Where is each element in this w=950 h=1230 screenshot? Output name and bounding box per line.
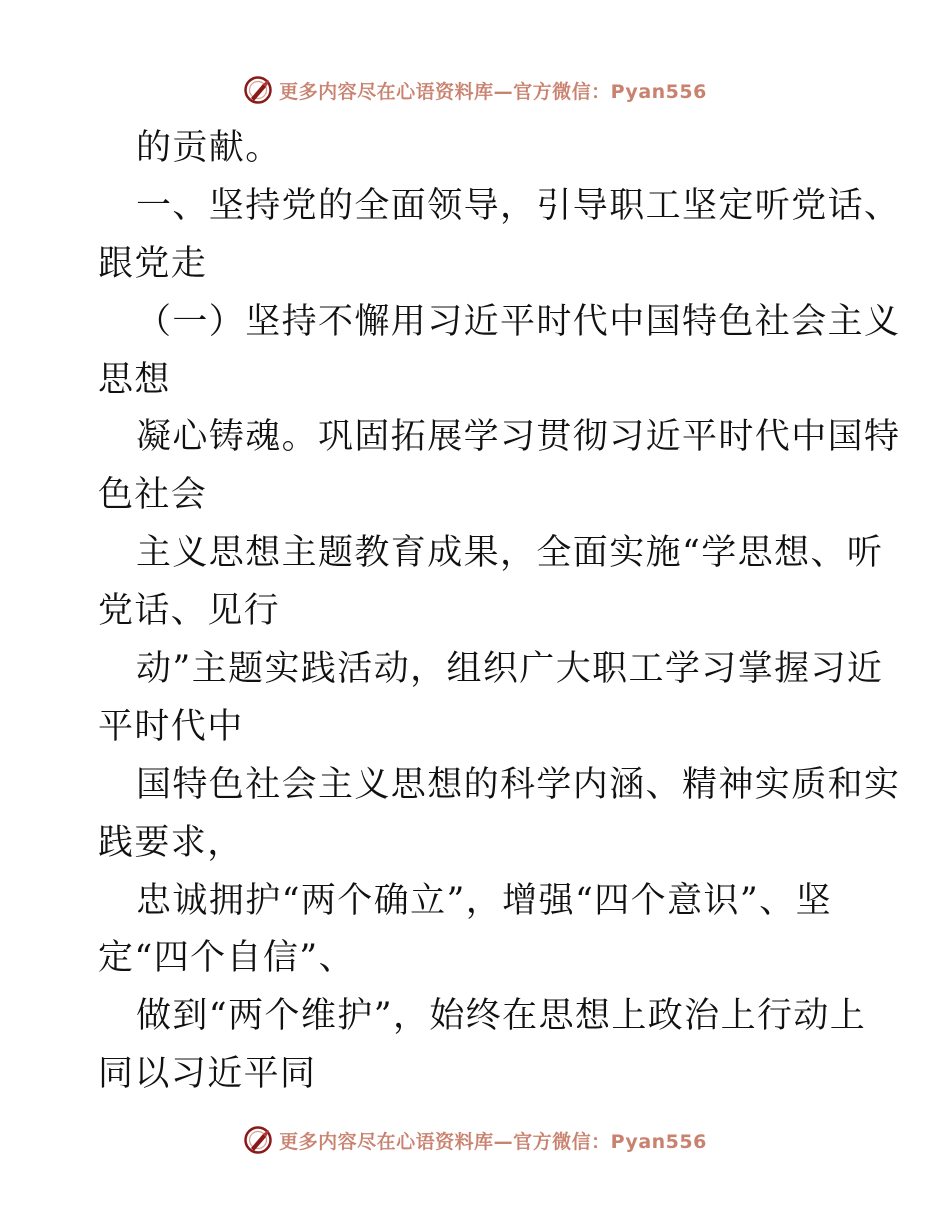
body-line: 忠诚拥护“两个确立”，增强“四个意识”、坚 — [136, 880, 832, 921]
body-line: 做到“两个维护”，始终在思想上政治上行动上 — [136, 996, 867, 1037]
body-line-cont: 党话、见行 — [98, 591, 281, 632]
body-line-cont: 定“四个自信”、 — [98, 938, 355, 979]
document-body — [98, 120, 901, 1104]
body-line-cont: 色社会 — [98, 475, 208, 516]
footer-text: 更多内容尽在心语资料库—官方微信：Pyan556 — [279, 1130, 707, 1153]
subsection-heading-cont: 思想 — [98, 359, 171, 400]
body-line: 主义思想主题教育成果，全面实施“学思想、听 — [136, 533, 884, 574]
header-text: 更多内容尽在心语资料库—官方微信：Pyan556 — [279, 80, 707, 103]
body-line-cont: 平时代中 — [98, 706, 244, 747]
pen-nib-circle-icon — [243, 75, 273, 105]
body-line-cont: 践要求， — [98, 822, 244, 863]
body-line: 动”主题实践活动，组织广大职工学习掌握习近 — [136, 649, 884, 690]
body-line-cont: 同以习近平同 — [98, 1054, 317, 1095]
pen-nib-circle-icon — [243, 1125, 273, 1155]
section-heading-cont: 跟党走 — [98, 243, 208, 284]
header-banner — [0, 68, 950, 112]
section-heading: 一、坚持党的全面领导，引导职工坚定听党话、 — [136, 185, 901, 226]
body-line: 的贡献。 — [136, 128, 282, 168]
footer-banner — [0, 1118, 950, 1162]
body-line: 国特色社会主义思想的科学内涵、精神实质和实 — [136, 764, 901, 805]
body-line: 凝心铸魂。巩固拓展学习贯彻习近平时代中国特 — [136, 417, 901, 458]
subsection-heading: （一）坚持不懈用习近平时代中国特色社会主义 — [136, 301, 901, 342]
